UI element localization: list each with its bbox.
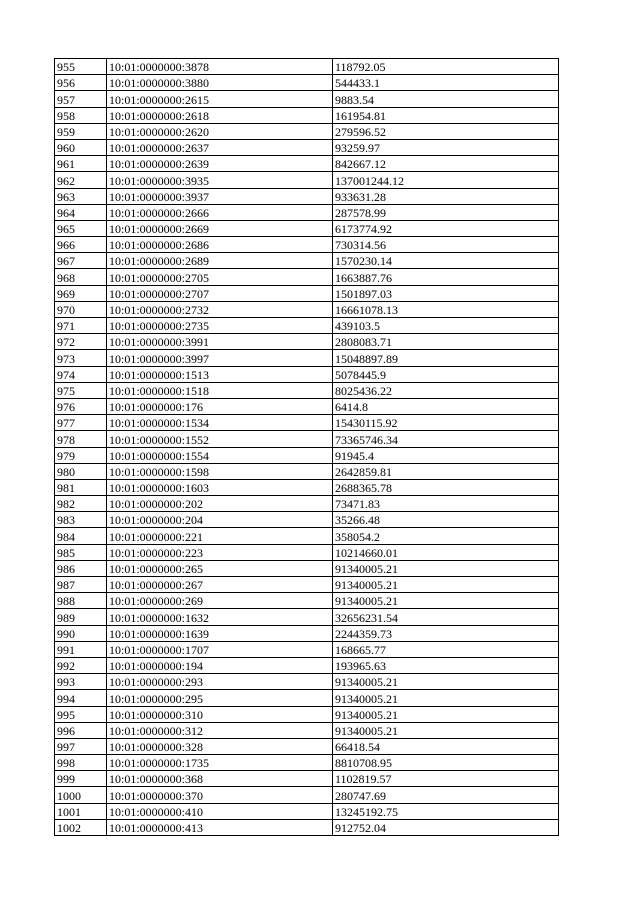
value-cell: 1570230.14 (333, 253, 559, 269)
table-row (55, 625, 559, 641)
row-number-cell: 993 (55, 674, 107, 690)
value-cell: 544433.1 (333, 75, 559, 91)
row-number-cell: 968 (55, 269, 107, 285)
table-row (55, 722, 559, 738)
row-number-cell: 961 (55, 156, 107, 172)
value-cell: 280747.69 (333, 787, 559, 803)
cadastral-number-cell: 10:01:0000000:3997 (107, 350, 333, 366)
cadastral-number-cell: 10:01:0000000:1513 (107, 366, 333, 382)
value-cell: 13245192.75 (333, 803, 559, 819)
value-cell: 193965.63 (333, 657, 559, 673)
value-cell: 73365746.34 (333, 431, 559, 447)
row-number-cell: 974 (55, 366, 107, 382)
table-row (55, 107, 559, 123)
value-cell: 2808083.71 (333, 334, 559, 350)
table-row (55, 318, 559, 334)
cadastral-number-cell: 10:01:0000000:1603 (107, 479, 333, 495)
row-number-cell: 995 (55, 706, 107, 722)
cadastral-number-cell: 10:01:0000000:3880 (107, 75, 333, 91)
value-cell: 91340005.21 (333, 690, 559, 706)
row-number-cell: 984 (55, 528, 107, 544)
table-row (55, 690, 559, 706)
table-row (55, 755, 559, 771)
cadastral-number-cell: 10:01:0000000:2732 (107, 301, 333, 317)
cadastral-number-cell: 10:01:0000000:2686 (107, 237, 333, 253)
value-cell: 91340005.21 (333, 560, 559, 576)
value-cell: 439103.5 (333, 318, 559, 334)
cadastral-number-cell: 10:01:0000000:267 (107, 577, 333, 593)
row-number-cell: 996 (55, 722, 107, 738)
table-row (55, 301, 559, 317)
table-row (55, 204, 559, 220)
cadastral-number-cell: 10:01:0000000:1707 (107, 641, 333, 657)
value-cell: 168665.77 (333, 641, 559, 657)
row-number-cell: 1001 (55, 803, 107, 819)
row-number-cell: 962 (55, 172, 107, 188)
value-cell: 730314.56 (333, 237, 559, 253)
cadastral-number-cell: 10:01:0000000:413 (107, 819, 333, 835)
row-number-cell: 985 (55, 544, 107, 560)
value-cell: 73471.83 (333, 496, 559, 512)
cadastral-number-cell: 10:01:0000000:269 (107, 593, 333, 609)
row-number-cell: 990 (55, 625, 107, 641)
row-number-cell: 966 (55, 237, 107, 253)
table-row (55, 188, 559, 204)
cadastral-number-cell: 10:01:0000000:410 (107, 803, 333, 819)
value-cell: 15430115.92 (333, 415, 559, 431)
data-table (54, 58, 559, 836)
table-row (55, 334, 559, 350)
row-number-cell: 979 (55, 447, 107, 463)
value-cell: 118792.05 (333, 59, 559, 75)
row-number-cell: 958 (55, 107, 107, 123)
table-row (55, 220, 559, 236)
value-cell: 161954.81 (333, 107, 559, 123)
row-number-cell: 980 (55, 463, 107, 479)
cadastral-number-cell: 10:01:0000000:368 (107, 771, 333, 787)
table-row (55, 139, 559, 155)
table-row (55, 657, 559, 673)
value-cell: 91340005.21 (333, 577, 559, 593)
value-cell: 16661078.13 (333, 301, 559, 317)
row-number-cell: 982 (55, 496, 107, 512)
row-number-cell: 963 (55, 188, 107, 204)
row-number-cell: 983 (55, 512, 107, 528)
cadastral-number-cell: 10:01:0000000:293 (107, 674, 333, 690)
value-cell: 91340005.21 (333, 593, 559, 609)
cadastral-number-cell: 10:01:0000000:3878 (107, 59, 333, 75)
cadastral-number-cell: 10:01:0000000:295 (107, 690, 333, 706)
cadastral-number-cell: 10:01:0000000:221 (107, 528, 333, 544)
table-body (55, 59, 559, 836)
table-row (55, 577, 559, 593)
table-row (55, 237, 559, 253)
value-cell: 8025436.22 (333, 382, 559, 398)
row-number-cell: 955 (55, 59, 107, 75)
table-row (55, 479, 559, 495)
table-row (55, 75, 559, 91)
row-number-cell: 986 (55, 560, 107, 576)
row-number-cell: 977 (55, 415, 107, 431)
value-cell: 91340005.21 (333, 674, 559, 690)
row-number-cell: 992 (55, 657, 107, 673)
row-number-cell: 1002 (55, 819, 107, 835)
value-cell: 1102819.57 (333, 771, 559, 787)
value-cell: 35266.48 (333, 512, 559, 528)
table-row (55, 156, 559, 172)
cadastral-number-cell: 10:01:0000000:2620 (107, 123, 333, 139)
value-cell: 5078445.9 (333, 366, 559, 382)
row-number-cell: 994 (55, 690, 107, 706)
table-row (55, 512, 559, 528)
row-number-cell: 976 (55, 398, 107, 414)
row-number-cell: 987 (55, 577, 107, 593)
cadastral-number-cell: 10:01:0000000:2735 (107, 318, 333, 334)
value-cell: 137001244.12 (333, 172, 559, 188)
cadastral-number-cell: 10:01:0000000:2615 (107, 91, 333, 107)
row-number-cell: 964 (55, 204, 107, 220)
cadastral-number-cell: 10:01:0000000:1598 (107, 463, 333, 479)
table-row (55, 544, 559, 560)
value-cell: 10214660.01 (333, 544, 559, 560)
table-row (55, 59, 559, 75)
row-number-cell: 973 (55, 350, 107, 366)
cadastral-number-cell: 10:01:0000000:3935 (107, 172, 333, 188)
row-number-cell: 981 (55, 479, 107, 495)
cadastral-number-cell: 10:01:0000000:204 (107, 512, 333, 528)
row-number-cell: 959 (55, 123, 107, 139)
table-row (55, 787, 559, 803)
table-row (55, 706, 559, 722)
value-cell: 842667.12 (333, 156, 559, 172)
row-number-cell: 970 (55, 301, 107, 317)
row-number-cell: 999 (55, 771, 107, 787)
value-cell: 2642859.81 (333, 463, 559, 479)
cadastral-number-cell: 10:01:0000000:1639 (107, 625, 333, 641)
cadastral-number-cell: 10:01:0000000:370 (107, 787, 333, 803)
table-row (55, 382, 559, 398)
cadastral-number-cell: 10:01:0000000:3991 (107, 334, 333, 350)
cadastral-number-cell: 10:01:0000000:265 (107, 560, 333, 576)
value-cell: 6173774.92 (333, 220, 559, 236)
cadastral-number-cell: 10:01:0000000:223 (107, 544, 333, 560)
table-row (55, 771, 559, 787)
table-row (55, 738, 559, 754)
row-number-cell: 972 (55, 334, 107, 350)
row-number-cell: 967 (55, 253, 107, 269)
value-cell: 91340005.21 (333, 722, 559, 738)
value-cell: 1501897.03 (333, 285, 559, 301)
table-row (55, 593, 559, 609)
row-number-cell: 978 (55, 431, 107, 447)
row-number-cell: 998 (55, 755, 107, 771)
value-cell: 912752.04 (333, 819, 559, 835)
value-cell: 32656231.54 (333, 609, 559, 625)
table-row (55, 269, 559, 285)
table-row (55, 285, 559, 301)
value-cell: 358054.2 (333, 528, 559, 544)
cadastral-number-cell: 10:01:0000000:312 (107, 722, 333, 738)
value-cell: 91340005.21 (333, 706, 559, 722)
table-row (55, 447, 559, 463)
cadastral-number-cell: 10:01:0000000:1735 (107, 755, 333, 771)
table-row (55, 415, 559, 431)
cadastral-number-cell: 10:01:0000000:328 (107, 738, 333, 754)
value-cell: 9883.54 (333, 91, 559, 107)
cadastral-number-cell: 10:01:0000000:2705 (107, 269, 333, 285)
value-cell: 1663887.76 (333, 269, 559, 285)
value-cell: 8810708.95 (333, 755, 559, 771)
row-number-cell: 957 (55, 91, 107, 107)
table-row (55, 560, 559, 576)
value-cell: 93259.97 (333, 139, 559, 155)
cadastral-number-cell: 10:01:0000000:3937 (107, 188, 333, 204)
row-number-cell: 965 (55, 220, 107, 236)
cadastral-number-cell: 10:01:0000000:1554 (107, 447, 333, 463)
table-row (55, 528, 559, 544)
cadastral-number-cell: 10:01:0000000:1518 (107, 382, 333, 398)
row-number-cell: 971 (55, 318, 107, 334)
cadastral-number-cell: 10:01:0000000:1534 (107, 415, 333, 431)
value-cell: 66418.54 (333, 738, 559, 754)
cadastral-number-cell: 10:01:0000000:202 (107, 496, 333, 512)
table-row (55, 496, 559, 512)
table-row (55, 398, 559, 414)
table-row (55, 123, 559, 139)
cadastral-number-cell: 10:01:0000000:1552 (107, 431, 333, 447)
row-number-cell: 991 (55, 641, 107, 657)
cadastral-number-cell: 10:01:0000000:2637 (107, 139, 333, 155)
row-number-cell: 960 (55, 139, 107, 155)
cadastral-number-cell: 10:01:0000000:176 (107, 398, 333, 414)
value-cell: 2244359.73 (333, 625, 559, 641)
row-number-cell: 956 (55, 75, 107, 91)
row-number-cell: 975 (55, 382, 107, 398)
table-row (55, 609, 559, 625)
value-cell: 287578.99 (333, 204, 559, 220)
table-row (55, 366, 559, 382)
cadastral-number-cell: 10:01:0000000:1632 (107, 609, 333, 625)
value-cell: 2688365.78 (333, 479, 559, 495)
table-row (55, 819, 559, 835)
cadastral-number-cell: 10:01:0000000:2689 (107, 253, 333, 269)
cadastral-number-cell: 10:01:0000000:2666 (107, 204, 333, 220)
table-row (55, 431, 559, 447)
cadastral-number-cell: 10:01:0000000:2618 (107, 107, 333, 123)
value-cell: 6414.8 (333, 398, 559, 414)
table-row (55, 641, 559, 657)
value-cell: 279596.52 (333, 123, 559, 139)
table-row (55, 91, 559, 107)
row-number-cell: 1000 (55, 787, 107, 803)
table-row (55, 463, 559, 479)
value-cell: 933631.28 (333, 188, 559, 204)
row-number-cell: 997 (55, 738, 107, 754)
value-cell: 15048897.89 (333, 350, 559, 366)
cadastral-number-cell: 10:01:0000000:2707 (107, 285, 333, 301)
cadastral-number-cell: 10:01:0000000:310 (107, 706, 333, 722)
table-row (55, 350, 559, 366)
cadastral-number-cell: 10:01:0000000:2639 (107, 156, 333, 172)
table-row (55, 803, 559, 819)
cadastral-number-cell: 10:01:0000000:194 (107, 657, 333, 673)
value-cell: 91945.4 (333, 447, 559, 463)
cadastral-number-cell: 10:01:0000000:2669 (107, 220, 333, 236)
table-row (55, 674, 559, 690)
row-number-cell: 969 (55, 285, 107, 301)
table-row (55, 253, 559, 269)
row-number-cell: 989 (55, 609, 107, 625)
row-number-cell: 988 (55, 593, 107, 609)
table-row (55, 172, 559, 188)
